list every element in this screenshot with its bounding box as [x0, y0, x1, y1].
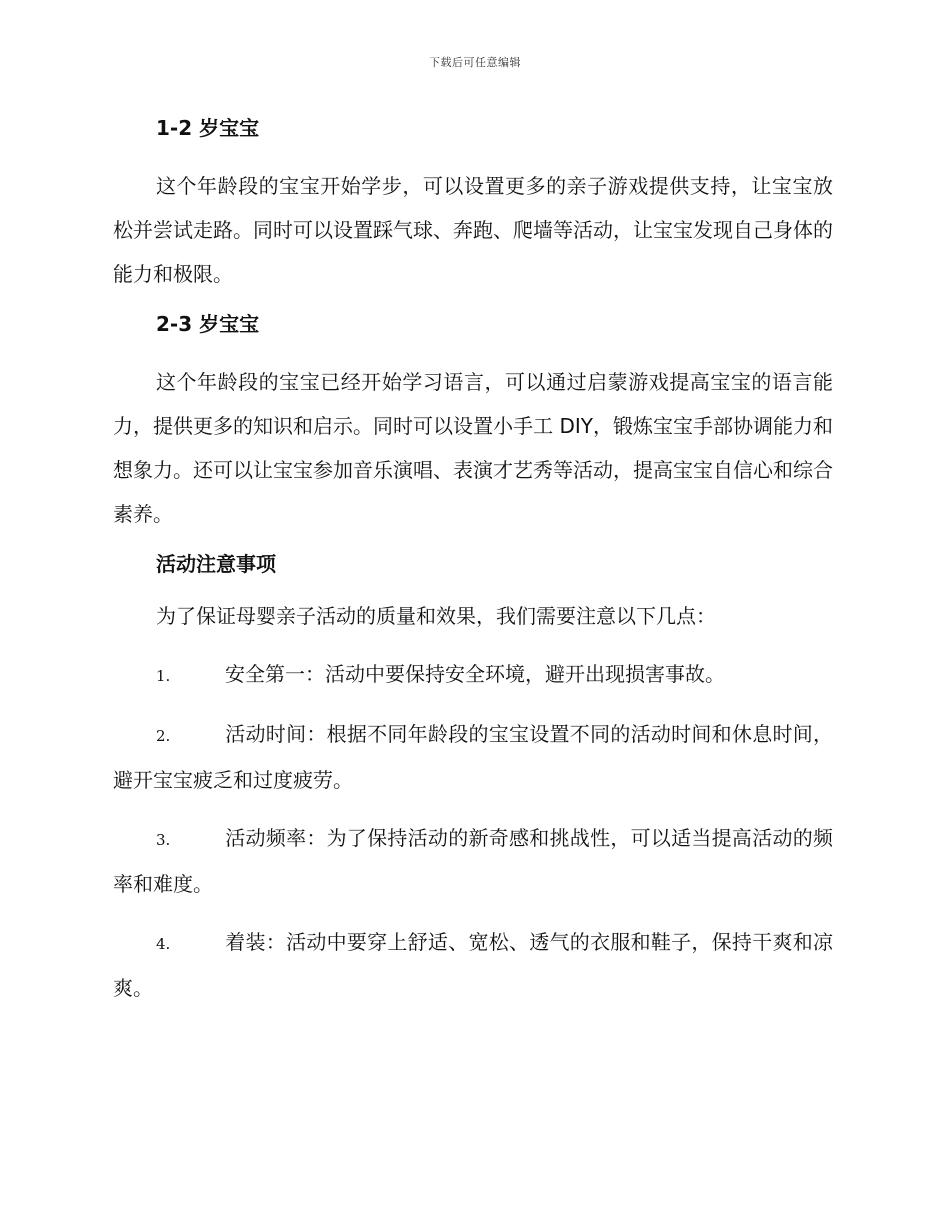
section-paragraph-notes-intro: 为了保证母婴亲子活动的质量和效果，我们需要注意以下几点： [156, 604, 716, 628]
document-body [113, 110, 833, 1010]
section-paragraph-1-2-years: 这个年龄段的宝宝开始学步，可以设置更多的亲子游戏提供支持，让宝宝放松并尝试走路。同时可以设置踩气球、奔跑、爬墙等活动，让宝宝发现自己身体的能力和极限。 [113, 174, 833, 286]
header-note: 下载后可任意编辑 [429, 56, 521, 69]
list-item-number: 3. [156, 831, 171, 849]
section-heading-2-3-years: 2-3 岁宝宝 [156, 312, 260, 336]
section-heading-1-2-years: 1-2 岁宝宝 [156, 116, 260, 140]
list-item-text: 活动时间：根据不同年龄段的宝宝设置不同的活动时间和休息时间，避开宝宝疲乏和过度疲劳。 [113, 722, 833, 792]
list-item [113, 920, 833, 1010]
list-item-number: 1. [156, 667, 171, 685]
notes-list [113, 652, 833, 1010]
section-heading-notes: 活动注意事项 [156, 552, 276, 576]
list-item-text: 活动频率：为了保持活动的新奇感和挑战性，可以适当提高活动的频率和难度。 [113, 826, 833, 896]
list-item-text: 着装：活动中要穿上舒适、宽松、透气的衣服和鞋子，保持干爽和凉爽。 [113, 930, 833, 1000]
list-item [113, 652, 833, 698]
section-paragraph-2-3-years: 这个年龄段的宝宝已经开始学习语言，可以通过启蒙游戏提高宝宝的语言能力，提供更多的知识和启示。同时可以设置小手工 DIY，锻炼宝宝手部协调能力和想象力。还可以让宝宝参加音乐演唱、表演才艺秀等活动，提高宝宝自信心和综合素养。 [113, 370, 833, 526]
list-item-number: 2. [156, 727, 171, 745]
list-item [113, 712, 833, 802]
list-item [113, 816, 833, 906]
list-item-text: 安全第一：活动中要保持安全环境，避开出现损害事故。 [225, 662, 725, 686]
list-item-number: 4. [156, 935, 171, 953]
